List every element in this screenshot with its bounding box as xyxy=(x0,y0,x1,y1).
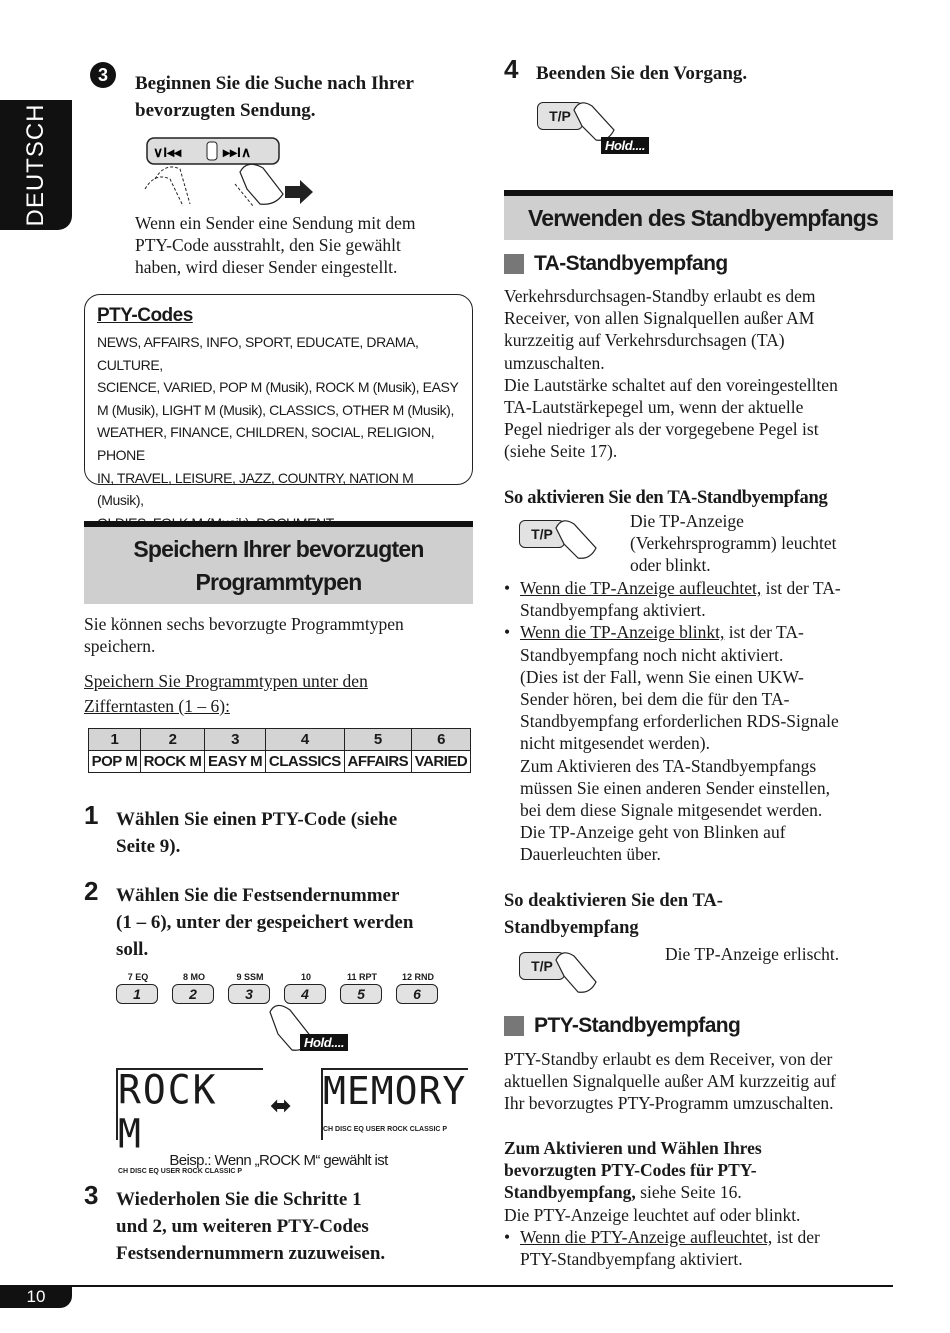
preset-button-3: 3 xyxy=(228,984,270,1004)
pty-codes-list: NEWS, AFFAIRS, INFO, SPORT, EDUCATE, DRAMA, CULTURE, SCIENCE, VARIED, POP M (Musik), ROCK M (Musik), EASY M (Musik), LIGHT M (Musik), CLASSICS, OTHER M (Musik), WEATHER, FINANCE, CHILDREN, SOCIAL, RELIGION, PHONE IN, TRAVEL, LEISURE, JAZZ, COUNTRY, NATION M (Musik), xyxy=(97,334,459,509)
language-label: DEUTSCH xyxy=(22,103,49,227)
step-2-number: 2 xyxy=(84,876,99,906)
pty-codes-box xyxy=(84,294,473,509)
step-3-circle: 3 xyxy=(90,62,116,88)
ta-paragraph: Verkehrsdurchsagen-Standby erlaubt es dem Receiver, von allen Signalquellen außer AM kurzzeitig auf Verkehrsdurchsagen (TA) umzuschalten. Die Lautstärke schaltet auf den voreingestellten TA-Lautstärkepegel um, wenn der aktuelle Pegel niedriger als der vorgegebene Pegel ist (siehe Seite 17). xyxy=(504,286,838,462)
lcd-display-left: ROCK M CH DISC EQ USER ROCK CLASSIC P xyxy=(116,1068,263,1140)
ta-standby-heading: TA-Standbyempfang xyxy=(504,252,728,276)
hold-label: Hold.... xyxy=(601,137,649,154)
preset-button-2: 2 xyxy=(172,984,214,1004)
list-item: • Wenn die TP-Anzeige aufleuchtet, ist der TA- xyxy=(504,577,899,599)
page-number: 10 xyxy=(0,1286,72,1308)
svg-text:▸▸I∧: ▸▸I∧ xyxy=(223,144,252,160)
example-caption: Beisp.: Wenn „ROCK M“ gewählt ist xyxy=(169,1152,388,1169)
preset-number: 6 xyxy=(411,729,470,751)
tp-button: T/P xyxy=(519,520,565,548)
svg-text:∨I◂◂: ∨I◂◂ xyxy=(153,144,182,160)
preset-button-5: 5 xyxy=(340,984,382,1004)
preset-number: 1 xyxy=(89,729,141,751)
list-item: • Wenn die TP-Anzeige blinkt, ist der TA- xyxy=(504,621,899,643)
store-intro: Sie können sechs bevorzugte Programmtypen speichern. xyxy=(84,614,404,657)
preset-type: ROCK M xyxy=(140,751,204,773)
preset-type: AFFAIRS xyxy=(344,751,411,773)
hold-label: Hold.... xyxy=(300,1034,348,1051)
finger-icon xyxy=(552,948,602,998)
ta-activate-heading: So aktivieren Sie den TA-Standbyempfang xyxy=(504,488,828,508)
preset-type: CLASSICS xyxy=(265,751,344,773)
preset-number: 2 xyxy=(140,729,204,751)
preset-number: 5 xyxy=(344,729,411,751)
step-3b-heading: Wiederholen Sie die Schritte 1 und 2, um weiteren PTY-Codes Festsendernummern zuzuweisen. xyxy=(116,1189,386,1264)
pty-codes-title: PTY-Codes xyxy=(97,305,193,326)
preset-buttons-row: 7 EQ 8 MO 9 SSM 10 11 RPT 12 RND 1 2 3 4 5 6 xyxy=(116,972,446,1006)
tp-button: T/P xyxy=(537,102,583,130)
step-4-number: 4 xyxy=(504,54,519,84)
step-1-number: 1 xyxy=(84,800,99,830)
preset-button-4: 4 xyxy=(284,984,326,1004)
step-3-heading: Beginnen Sie die Suche nach Ihrer bevorzugten Sendung. xyxy=(135,73,414,121)
square-icon xyxy=(504,254,524,274)
preset-table xyxy=(88,728,471,773)
step-3b-number: 3 xyxy=(84,1180,99,1210)
ta-activate-note: Die TP-Anzeige (Verkehrsprogramm) leuchtet oder blinkt. xyxy=(630,511,837,576)
step-1-heading: Wählen Sie einen PTY-Code (siehe Seite 9). xyxy=(116,809,398,857)
pty-standby-heading: PTY-Standbyempfang xyxy=(504,1014,740,1038)
ta-deactivate-note: Die TP-Anzeige erlischt. xyxy=(665,944,840,964)
section-heading-store: Speichern Ihrer bevorzugten Programmtypen xyxy=(84,521,473,604)
pty-paragraph: PTY-Standby erlaubt es dem Receiver, von der aktuellen Signalquelle außer AM kurzzeitig auf Ihr bevorzugtes PTY-Programm umzuschalten. xyxy=(504,1049,836,1114)
tp-button: T/P xyxy=(519,952,565,980)
preset-button-6: 6 xyxy=(396,984,438,1004)
preset-number: 4 xyxy=(265,729,344,751)
preset-type: POP M xyxy=(89,751,141,773)
preset-type: VARIED xyxy=(411,751,470,773)
preset-number-row xyxy=(89,729,471,751)
footer-rule xyxy=(0,1285,893,1287)
store-instruction: Speichern Sie Programmtypen unter den Zifferntasten (1 – 6): xyxy=(84,671,368,716)
list-item: • Wenn die PTY-Anzeige aufleuchtet, ist der xyxy=(504,1226,899,1248)
ta-bullets: • Wenn die TP-Anzeige aufleuchtet, ist der TA- Standbyempfang aktiviert. • Wenn die TP-Anzeige blinkt, ist der TA- Standbyempfang noch nicht aktiviert. (Dies ist der Fall, wenn Sie einen UKW- Sender hören, bei dem die für den TA- Standbyempfang erforderlichen RDS-Signale nicht mitgesendet werden). Zum Aktivieren des TA-Standbyempfangs müssen Sie einen anderen Sender einstellen, bei dem diese Signale mitgesendet werden. Die TP-Anzeige geht von Blinken auf Dauerleuchten über. xyxy=(504,577,899,866)
lcd-display-right: MEMORY CH DISC EQ USER ROCK CLASSIC P xyxy=(321,1068,468,1140)
step-2-heading: Wählen Sie die Festsendernummer (1 – 6), unter der gespeichert werden soll. xyxy=(116,885,414,960)
finger-icon xyxy=(552,516,602,561)
preset-type: EASY M xyxy=(205,751,266,773)
section-heading-standby: Verwenden des Standbyempfangs xyxy=(504,190,893,240)
seek-buttons-illustration xyxy=(135,134,320,209)
step-4-heading: Beenden Sie den Vorgang. xyxy=(536,63,748,84)
preset-button-1: 1 xyxy=(116,984,158,1004)
preset-number: 3 xyxy=(205,729,266,751)
preset-type-row xyxy=(89,751,471,773)
ta-deactivate-heading: So deaktivieren Sie den TA- Standbyempfang xyxy=(504,891,723,938)
swap-arrow-icon: ⬌ xyxy=(270,1090,292,1120)
pty-activate: Zum Aktivieren und Wählen Ihres bevorzugten PTY-Codes für PTY- Standbyempfang, siehe Seite 16. Die PTY-Anzeige leuchtet auf oder blinkt. • Wenn die PTY-Anzeige aufleuchtet, ist der PTY-Standbyempfang aktiviert. xyxy=(504,1137,899,1270)
language-tab xyxy=(0,100,72,230)
step-3-body: Wenn ein Sender eine Sendung mit dem PTY-Code ausstrahlt, den Sie gewählt haben, wird dieser Sender eingestellt. xyxy=(135,213,416,278)
square-icon xyxy=(504,1016,524,1036)
